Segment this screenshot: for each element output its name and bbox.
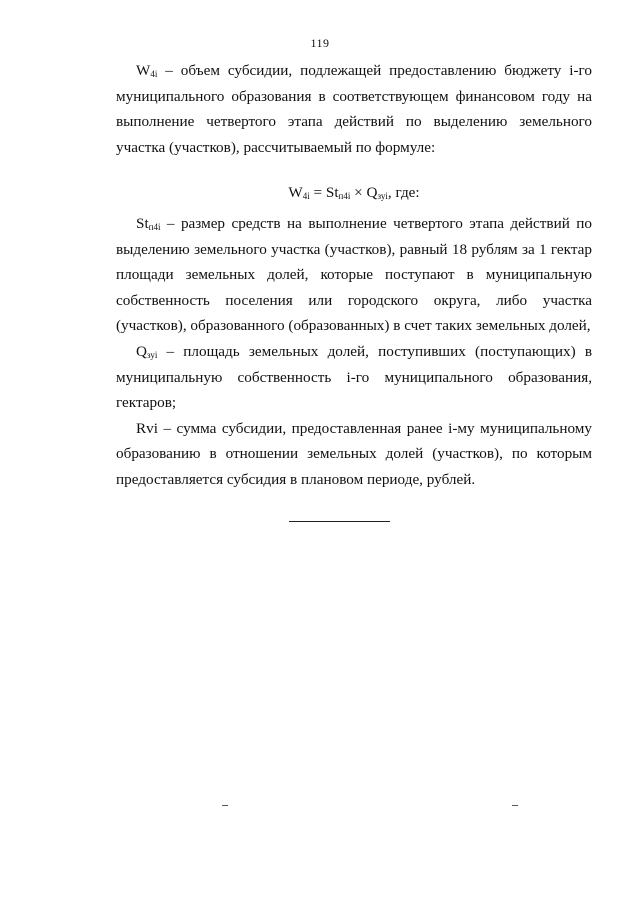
symbol-rvi: Rvi: [136, 419, 158, 437]
scan-mark-left: [222, 805, 228, 806]
paragraph-w4i-text: – объем субсидии, подлежащей предоставлению бюджету i-го муниципального образования в соответствующем финансовом году на выполнение четвертого этапа действий по выделению земельного участка (участков), рассчитываемый по формуле:: [116, 62, 592, 156]
paragraph-rvi-text: – сумма субсидии, предоставленная ранее i-му муниципальному образованию в отношении земельных долей (участков), по которым предоставляется субсидия в плановом периоде, рублей.: [116, 419, 592, 488]
page-number: 119: [310, 36, 330, 50]
formula: [116, 180, 592, 206]
formula-lhs: $W_{4i}$: [288, 184, 310, 201]
formula-tail: , где:: [387, 184, 420, 201]
formula-q: $Q_{зуi}$: [366, 184, 388, 201]
paragraph-q: [116, 339, 592, 416]
symbol-w4i: $W_{4i}$: [136, 62, 158, 79]
symbol-q: $Q_{зуi}$: [136, 342, 158, 360]
definition-block-w4i: [116, 58, 592, 160]
scan-mark-right: [512, 805, 518, 806]
formula-times: ×: [350, 184, 367, 201]
paragraph-q-text: – площадь земельных долей, поступивших (поступающих) в муниципальную собственность i-го муниципального образования, гектаров;: [116, 342, 592, 412]
symbol-st: $St_{п4i}$: [136, 215, 161, 232]
formula-st: $St_{п4i}$: [325, 184, 351, 201]
paragraph-w4i: [116, 58, 592, 160]
formula-equals: =: [309, 184, 326, 201]
paragraph-rvi: [116, 416, 592, 493]
definitions-block: [116, 211, 592, 493]
paragraph-st-text: – размер средств на выполнение четвертого этапа действий по выделению земельного участка (участков), равный 18 рублям за 1 гектар площади земельных долей, которые поступают в муниципальную собственность поселения или городского округа, либо участка (участков), образованного (образованных) в счет таких земельных долей,: [116, 215, 592, 335]
end-rule: [289, 521, 390, 522]
paragraph-st: [116, 211, 592, 339]
